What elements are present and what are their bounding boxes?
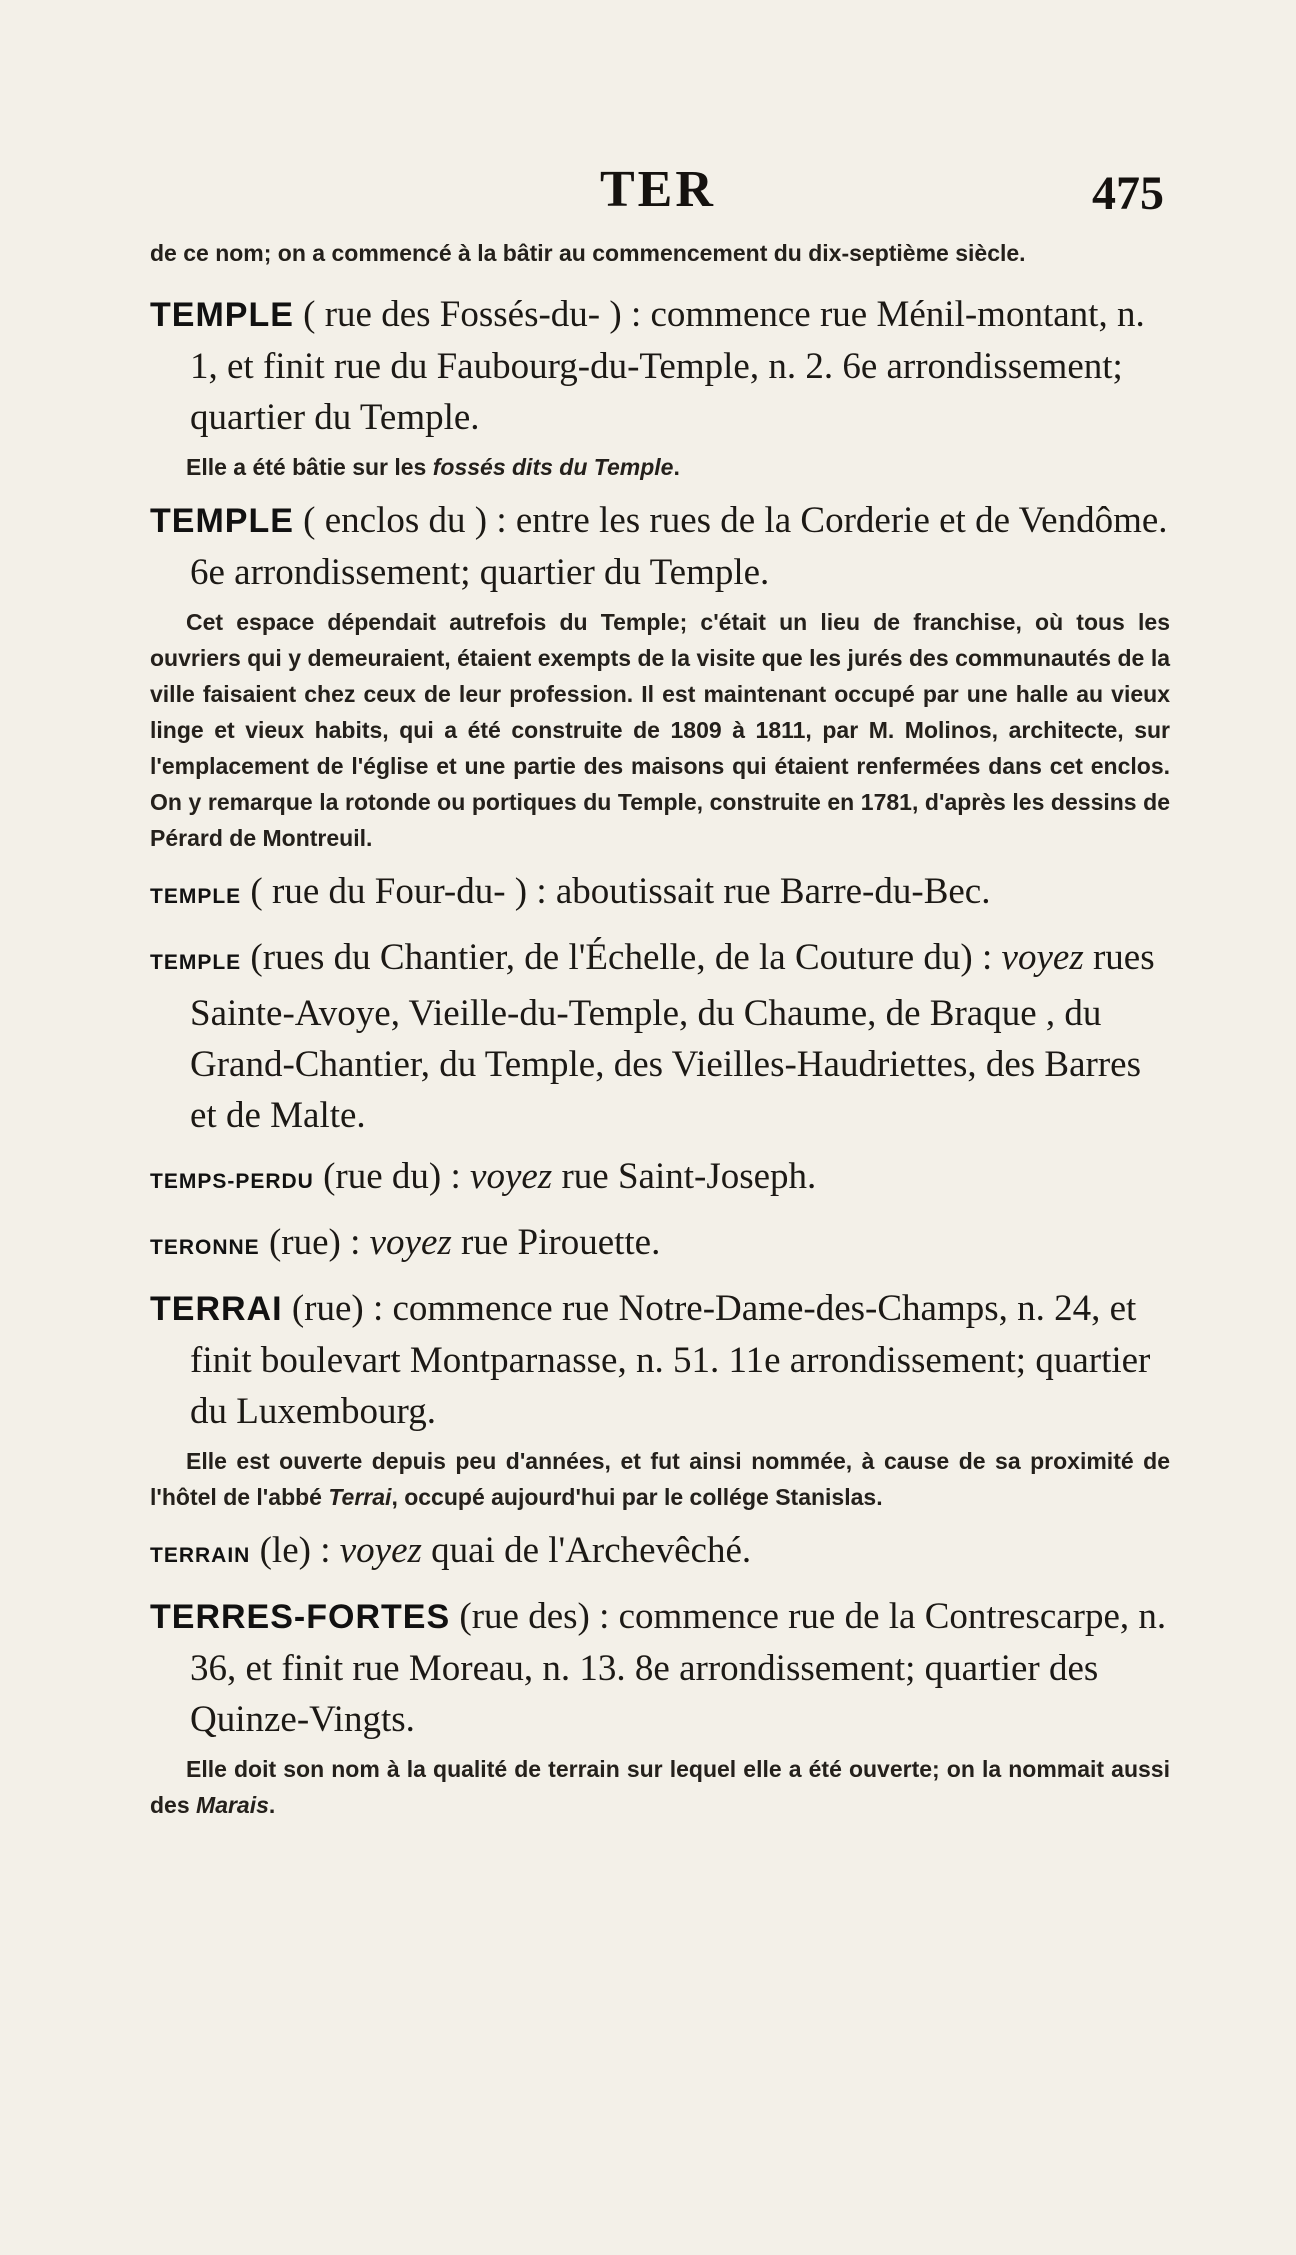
entry-head: TEMPLE xyxy=(150,885,242,908)
note-italic: fossés dits du Temple xyxy=(432,454,674,480)
entry-note xyxy=(150,1751,1170,1823)
entry-terrain xyxy=(150,1525,1170,1581)
entry-text: (rue) : xyxy=(259,1222,370,1263)
entry-terrai xyxy=(150,1283,1170,1437)
entry-temple-chantier xyxy=(150,932,1170,1141)
entry-head: TERRES-FORTES xyxy=(150,1598,451,1636)
entry-italic: voyez xyxy=(470,1156,553,1197)
entry-temps-perdu xyxy=(150,1151,1170,1207)
entry-terres-fortes xyxy=(150,1591,1170,1745)
entry-text: (rue des) : commence rue de la Contrescarpe, n. 36, et finit rue Moreau, n. 13. 8e arrondissement; quartier des Quinze-Vingts. xyxy=(190,1596,1167,1740)
entry-temple-four xyxy=(150,866,1170,922)
note-text: . xyxy=(268,1792,276,1818)
note-text: , occupé aujourd'hui par le collége Stanislas. xyxy=(391,1484,883,1510)
entry-head: TEMPLE xyxy=(150,296,294,334)
entry-italic: voyez xyxy=(339,1530,422,1571)
entry-temple-fosses xyxy=(150,289,1170,443)
page-body xyxy=(150,235,1170,1823)
page-number: 475 xyxy=(1092,167,1164,220)
note-text: Elle a été bâtie sur les xyxy=(186,454,433,480)
entry-text: quai de l'Archevêché. xyxy=(421,1530,752,1571)
entry-head: TEMPS-PERDU xyxy=(150,1170,314,1193)
entry-text: rue Saint-Joseph. xyxy=(552,1156,817,1197)
entry-note xyxy=(150,1443,1170,1515)
entry-note xyxy=(150,449,1170,485)
entry-text: (rues du Chantier, de l'Échelle, de la Couture du) : xyxy=(241,937,1002,978)
note-text: Elle doit son nom à la qualité de terrain sur lequel elle a été ouverte; on la nommait aussi des xyxy=(150,1756,1170,1818)
entry-head: TERRAI xyxy=(150,1290,283,1328)
entry-text: ( rue des Fossés-du- ) : commence rue Ménil-montant, n. 1, et finit rue du Faubourg-du-Temple, n. 2. 6e arrondissement; quartier du Temple. xyxy=(190,294,1145,438)
entry-text: (rue du) : xyxy=(313,1156,471,1197)
entry-text: rue Pirouette. xyxy=(451,1222,661,1263)
entry-head: TERONNE xyxy=(150,1236,260,1259)
entry-note: Cet espace dépendait autrefois du Temple; c'était un lieu de franchise, où tous les ouvriers qui y demeuraient, étaient exempts de la visite que les jurés des communautés de la ville faisaient chez ceux de leur profession. Il est maintenant occupé par une halle au vieux linge et vieux habits, qui a été construite de 1809 à 1811, par M. Molinos, architecte, sur l'emplacement de l'église et une partie des maisons qui étaient renfermées dans cet enclos. On y remarque la rotonde ou portiques du Temple, construite en 1781, d'après les dessins de Pérard de Montreuil. xyxy=(150,609,1170,851)
entry-text: ( rue du Four-du- ) : aboutissait rue Barre-du-Bec. xyxy=(241,871,991,912)
entry-text: rues Sainte-Avoye, Vieille-du-Temple, du Chaume, de Braque , du Grand-Chantier, du Temple, des Vieilles-Haudriettes, des Barres et de Malte. xyxy=(190,937,1155,1136)
continued-text: de ce nom; on a commencé à la bâtir au commencement du dix-septième siècle. xyxy=(150,240,1026,266)
entry-teronne xyxy=(150,1217,1170,1273)
page-header xyxy=(0,160,1296,220)
note-italic: Marais xyxy=(196,1792,269,1818)
note-text: Elle est ouverte depuis peu d'années, et fut ainsi nommée, à cause de sa proximité de l'hôtel de l'abbé xyxy=(150,1448,1170,1510)
entry-text: (le) : xyxy=(250,1530,340,1571)
entry-head: TERRAIN xyxy=(150,1544,251,1567)
entry-head: TEMPLE xyxy=(150,951,242,974)
entry-text: (rue) : commence rue Notre-Dame-des-Champs, n. 24, et finit boulevart Montparnasse, n. 51. 11e arrondissement; quartier du Luxembourg. xyxy=(190,1288,1151,1432)
entry-text: ( enclos du ) : entre les rues de la Corderie et de Vendôme. 6e arrondissement; quartier du Temple. xyxy=(190,500,1168,593)
note-text: . xyxy=(673,454,680,480)
entry-temple-enclos xyxy=(150,495,1170,598)
entry-italic: voyez xyxy=(369,1222,452,1263)
running-head: TER xyxy=(600,161,716,218)
note-italic: Terrai xyxy=(328,1484,392,1510)
entry-italic: voyez xyxy=(1001,937,1084,978)
entry-head: TEMPLE xyxy=(150,502,294,540)
